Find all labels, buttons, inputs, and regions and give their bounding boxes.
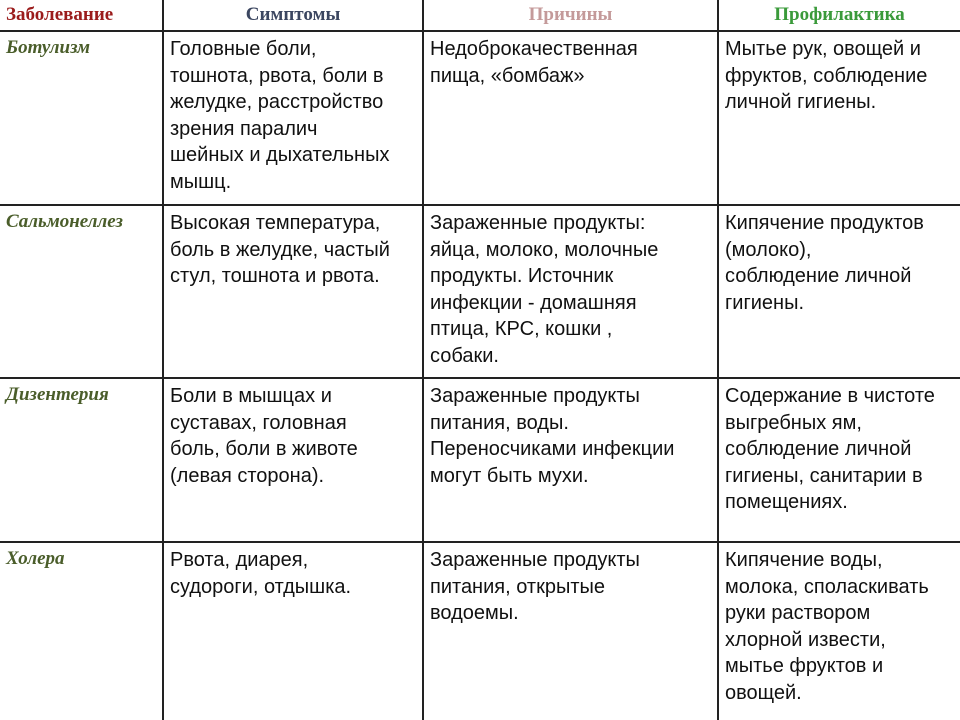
header-row: [0, 0, 960, 31]
header-disease: Заболевание: [0, 0, 163, 31]
symptoms-text: Высокая температура, боль в желудке, частый стул, тошнота и рвота.: [170, 212, 390, 287]
causes-text: Зараженные продукты питания, воды. Переносчиками инфекции могут быть мухи.: [430, 385, 675, 487]
causes-cell: [423, 205, 718, 378]
header-symptoms: Симптомы: [163, 0, 423, 31]
symptoms-cell: [163, 542, 423, 720]
prevention-text: Кипячение воды, молока, споласкивать руки раствором хлорной извести, мытье фруктов и овощей.: [725, 549, 929, 704]
prevention-cell: [718, 542, 960, 720]
prevention-cell: [718, 31, 960, 205]
disease-name: Дизентерия: [0, 378, 163, 542]
causes-cell: [423, 31, 718, 205]
symptoms-text: Рвота, диарея, судороги, отдышка.: [170, 549, 352, 598]
symptoms-cell: [163, 31, 423, 205]
symptoms-cell: [163, 378, 423, 542]
prevention-text: Содержание в чистоте выгребных ям, соблюдение личной гигиены, санитарии в помещениях.: [725, 385, 935, 513]
disease-name: Холера: [0, 542, 163, 720]
disease-name: Ботулизм: [0, 31, 163, 205]
causes-cell: [423, 378, 718, 542]
table-row-dysentery: [0, 378, 960, 542]
symptoms-text: Боли в мышцах и суставах, головная боль, боли в животе (левая сторона).: [170, 385, 358, 487]
table-row-botulism: [0, 31, 960, 205]
header-causes: Причины: [423, 0, 718, 31]
prevention-text: Мытье рук, овощей и фруктов, соблюдение личной гигиены.: [725, 38, 928, 113]
symptoms-text: Головные боли, тошнота, рвота, боли в желудке, расстройство зрения паралич шейных и дыхательных мышц.: [170, 38, 390, 193]
prevention-text: Кипячение продуктов (молоко), соблюдение личной гигиены.: [725, 212, 924, 314]
causes-text: Зараженные продукты: яйца, молоко, молочные продукты. Источник инфекции - домашняя птица, КРС, кошки , собаки.: [430, 212, 659, 367]
causes-text: Зараженные продукты питания, открытые водоемы.: [430, 549, 640, 624]
symptoms-cell: [163, 205, 423, 378]
table-row-salmonellosis: [0, 205, 960, 378]
disease-name: Сальмонеллез: [0, 205, 163, 378]
prevention-cell: [718, 378, 960, 542]
prevention-cell: [718, 205, 960, 378]
causes-cell: [423, 542, 718, 720]
causes-text: Недоброкачественная пища, «бомбаж»: [430, 38, 638, 87]
header-prevention: Профилактика: [718, 0, 960, 31]
table-row-cholera: [0, 542, 960, 720]
